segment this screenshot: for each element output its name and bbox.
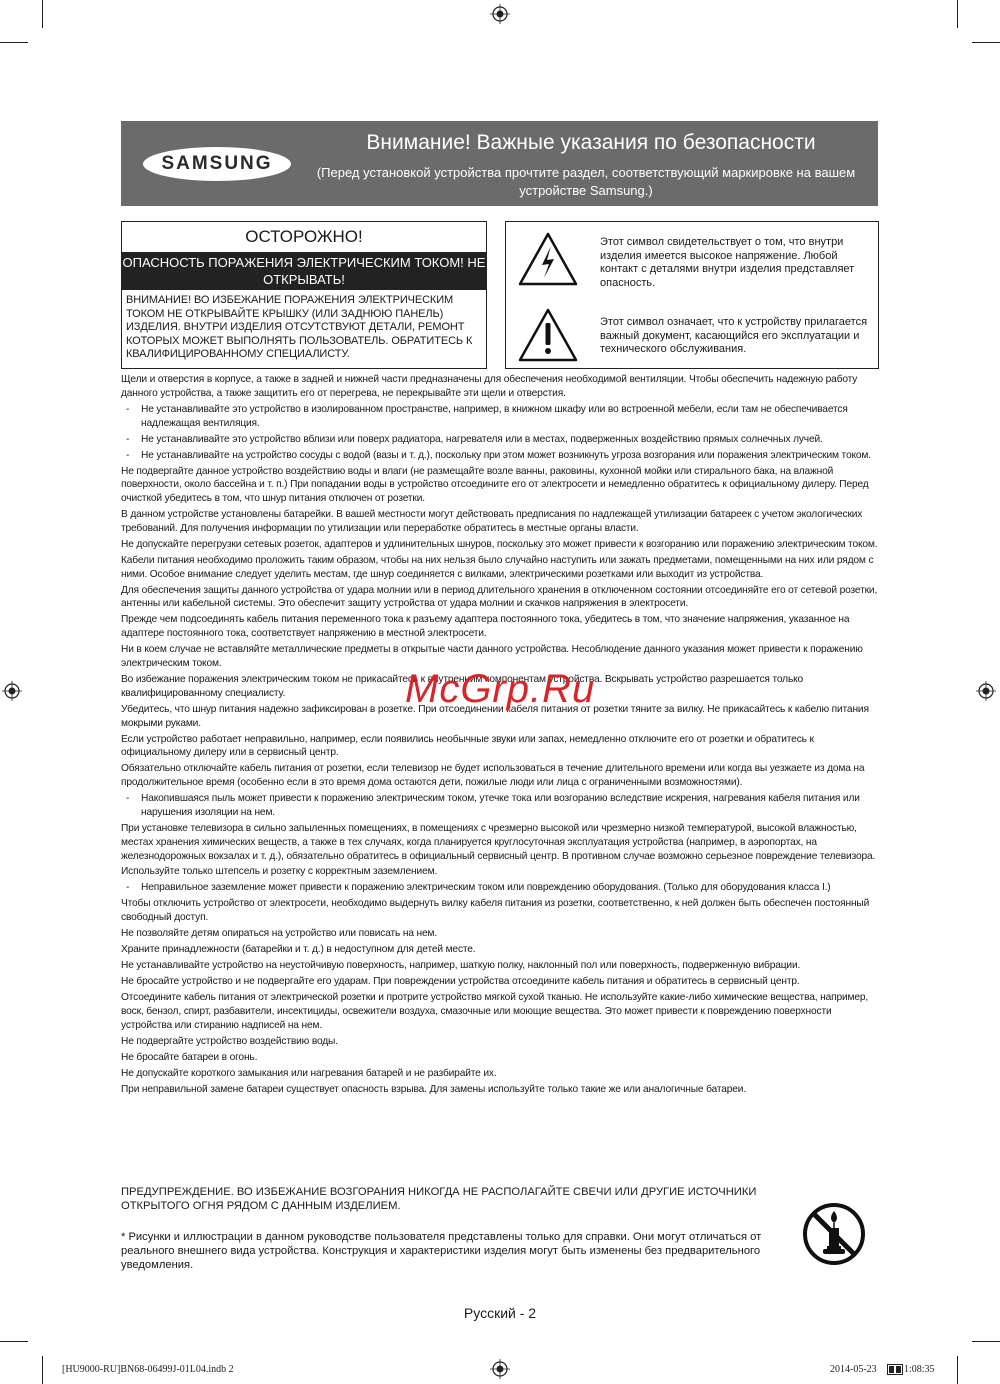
instruction-paragraph: При неправильной замене батареи существует опасность взрыва. Для замены используйте только такие же или аналогичные батареи. — [121, 1083, 746, 1095]
instruction-paragraph: Не допускайте перегрузки сетевых розеток, адаптеров и удлинительных шнуров, поскольку это может привести к возгоранию или поражению электрическим током. — [121, 538, 878, 550]
instruction-paragraph: Во избежание поражения электрическим током не прикасайтесь к внутренним компонентам устройства. Вскрывать устройство разрешается только квалифицированному специалисту. — [121, 674, 804, 699]
footer-time: 1:08:35 — [904, 1364, 935, 1375]
logo-text: SAMSUNG — [161, 153, 273, 174]
voltage-symbol-text: Этот символ свидетельствует о том, что внутри изделия имеется высокое напряжение. Любой контакт с деталями внутри изделия представляет опасность. — [600, 236, 855, 289]
illustration-note: * Рисунки и иллюстрации в данном руководстве пользователя представлены только для справки. Они могут отличаться от реального внешнего вида устройства. Конструкция и характеристики изделия могут быть изменены без предварительного уведомления. — [121, 1231, 762, 1271]
bullet-item: - Не устанавливайте это устройство вблизи или поверх радиатора, нагревателя или в местах, подверженных воздействию прямых солнечных лучей. — [121, 433, 881, 447]
registration-mark-icon — [490, 1359, 510, 1379]
safety-instructions — [121, 373, 881, 1099]
instruction-paragraph: Не позволяйте детям опираться на устройство или повисать на нем. — [121, 928, 438, 940]
crop-mark — [972, 1341, 1000, 1342]
instruction-paragraph: Не устанавливайте устройство на неустойчивую поверхность, например, шаткую полку, наклонный пол или поверхность, подверженную вибрации. — [121, 960, 801, 972]
instruction-paragraph: Не бросайте устройство и не подвергайте его ударам. При повреждении устройства отсоедините кабель питания и обратитесь в сервисный центр. — [121, 976, 800, 988]
instruction-paragraph: Прежде чем подсоединять кабель питания переменного тока к разъему адаптера постоянного тока, убедитесь в том, что значение напряжения, указанное на адаптере постоянного тока, соответствует напряжению в местной электросети. — [121, 614, 850, 640]
clock-icon — [887, 1364, 903, 1375]
lightning-triangle-icon — [518, 232, 578, 286]
instruction-paragraph: Для обеспечения защиты данного устройства от удара молнии или в период длительного хранения в отключенном состоянии отсоединяйте его от сетевой розетки, антенны или кабельной системы. Это обеспечит защиту устройства от удара молнии и скачков напряжения в электросети. — [121, 584, 878, 610]
instruction-paragraph: Не подвергайте данное устройство воздействию воды и влаги (не размещайте возле ванны, раковины, кухонной мойки или стирального бака, на влажной поверхности, около бассейна и т. п.) При попадании воды в устройство отсоедините его от электросети и немедленно обратитесь к официальному дилеру. Перед очисткой убедитесь в том, что шнур питания отключен от розетки. — [121, 465, 869, 505]
instruction-paragraph: Не допускайте короткого замыкания или нагревания батарей и не разбирайте их. — [121, 1067, 497, 1079]
exclamation-triangle-icon — [518, 308, 578, 362]
instruction-paragraph: Щели и отверстия в корпусе, а также в задней и нижней части предназначены для обеспечения необходимой вентиляции. Чтобы обеспечить надежную работу данного устройства, а также защитить его от перегрева, не перекрывайте эти щели и отверстия. — [121, 374, 858, 399]
instruction-paragraph: Используйте только штепсель и розетку с корректным заземлением. — [121, 866, 438, 878]
registration-mark-icon — [976, 681, 996, 701]
instruction-paragraph: Убедитесь, что шнур питания надежно зафиксирован в розетке. При отсоединении кабеля питания от розетки тяните за вилку. Не прикасайтесь к кабелю питания мокрыми руками. — [121, 703, 869, 729]
bullet-item: - Не устанавливайте на устройство сосуды с водой (вазы и т. д.), поскольку при этом может возникнуть угроза возгорания или поражения электрическим током. — [121, 449, 881, 463]
safety-header — [121, 121, 878, 206]
registration-mark-icon — [2, 681, 22, 701]
instruction-paragraph: В данном устройстве установлены батарейки. В вашей местности могут действовать предписания по надлежащей утилизации батареек с учетом экологических требований. Для получения информации по утилизации или переработке обратитесь в местные органы власти. — [121, 509, 863, 534]
samsung-logo — [143, 147, 291, 181]
page-title: Внимание! Важные указания по безопасности — [366, 131, 816, 154]
instruction-paragraph: Отсоедините кабель питания от электрической розетки и протрите устройство мягкой сухой тканью. Не используйте какие-либо химические вещества, например, воск, бензол, спирт, разбавители, инсектициды, освежители воздуха, смазочные или моющие вещества. Это может привести к повреждению поверхности устройства или стиранию надписей на нем. — [121, 992, 869, 1031]
caution-band: ОПАСНОСТЬ ПОРАЖЕНИЯ ЭЛЕКТРИЧЕСКИМ ТОКОМ! НЕ ОТКРЫВАТЬ! — [122, 252, 486, 290]
instruction-paragraph: Ни в коем случае не вставляйте металлические предметы в открытые части данного устройства. Несоблюдение данного указания может привести к поражению электрическим током. — [121, 644, 863, 670]
page-subtitle: (Перед установкой устройства прочтите раздел, соответствующий маркировке на вашем устройстве Samsung.) — [316, 165, 856, 198]
caution-text: ВНИМАНИЕ! ВО ИЗБЕЖАНИЕ ПОРАЖЕНИЯ ЭЛЕКТРИЧЕСКИМ ТОКОМ НЕ ОТКРЫВАЙТЕ КРЫШКУ (ИЛИ ЗАДНЮЮ ПАНЕЛЬ) ИЗДЕЛИЯ. ВНУТРИ ИЗДЕЛИЯ ОТСУТСТВУЮТ ДЕТАЛИ, РЕМОНТ КОТОРЫХ МОЖЕТ ВЫПОЛНЯТЬ ПОЛЬЗОВАТЕЛЬ. ОБРАТИТЕСЬ К КВАЛИФИЦИРОВАННОМУ СПЕЦИАЛИСТУ. — [126, 294, 473, 361]
caution-title: ОСТОРОЖНО! — [245, 227, 363, 246]
crop-mark — [957, 1356, 958, 1384]
bullet-item: - Накопившаяся пыль может привести к поражению электрическим током, утечке тока или возгоранию вследствие искрения, нагревания кабеля питания или нарушения изоляции на нем. — [121, 792, 881, 820]
instruction-paragraph: Кабели питания необходимо проложить таким образом, чтобы на них нельзя было случайно наступить или зажать предметами, помещенными на них или рядом с ними. Особое внимание следует уделить местам, где шнур соединяется с вилками, электрическими розетками или выходит из устройства. — [121, 554, 874, 580]
watermark: McGrp.Ru — [405, 667, 596, 711]
instruction-paragraph: Обязательно отключайте кабель питания от розетки, если телевизор не будет использоваться в течение длительного времени или когда вы уезжаете из дома на продолжительное время (особенно если в это время дома остаются дети, пожилые люди или лица с ограниченными возможностями). — [121, 763, 865, 789]
symbols-box — [505, 221, 879, 369]
no-candle-icon — [802, 1202, 866, 1266]
caution-box — [121, 221, 487, 369]
crop-mark — [957, 0, 958, 28]
crop-mark — [972, 42, 1000, 43]
crop-mark — [42, 1356, 43, 1384]
registration-mark-icon — [490, 4, 510, 24]
instruction-paragraph: Чтобы отключить устройство от электросети, необходимо выдернуть вилку кабеля питания из розетки, соответственно, к ней должен быть обеспечен постоянный свободный доступ. — [121, 898, 870, 924]
bullet-item: - Неправильное заземление может привести к поражению электрическим током или повреждению оборудования. (Только для оборудования класса I.) — [121, 881, 881, 895]
instruction-paragraph: Не подвергайте устройство воздействию воды. — [121, 1035, 338, 1047]
instruction-paragraph: Если устройство работает неправильно, например, если появились необычные звуки или запах, немедленно отключите его от розетки и обратитесь к официальному дилеру или в сервисный центр. — [121, 733, 814, 759]
page-number: Русский - 2 — [463, 1305, 537, 1321]
candle-warning: ПРЕДУПРЕЖДЕНИЕ. ВО ИЗБЕЖАНИЕ ВОЗГОРАНИЯ НИКОГДА НЕ РАСПОЛАГАЙТЕ СВЕЧИ ИЛИ ДРУГИЕ ИСТОЧНИКИ ОТКРЫТОГО ОГНЯ РЯДОМ С ДАННЫМ ИЗДЕЛИЕМ. — [121, 1186, 757, 1212]
attention-symbol-text: Этот символ означает, что к устройству прилагается важный документ, касающийся его эксплуатации и технического обслуживания. — [600, 316, 868, 356]
crop-mark — [42, 0, 43, 28]
footer-file: [HU9000-RU]BN68-06499J-01L04.indb 2 — [62, 1364, 234, 1375]
instruction-paragraph: Не бросайте батареи в огонь. — [121, 1051, 258, 1063]
crop-mark — [0, 1341, 28, 1342]
crop-mark — [0, 42, 28, 43]
instruction-paragraph: Храните принадлежности (батарейки и т. д.) в недоступном для детей месте. — [121, 944, 476, 956]
footer-date: 2014-05-23 — [830, 1364, 877, 1375]
bullet-item: - Не устанавливайте это устройство в изолированном пространстве, например, в книжном шкафу или во встроенной мебели, если там не обеспечивается надлежащая вентиляция. — [121, 403, 881, 431]
instruction-paragraph: При установке телевизора в сильно запыленных помещениях, в помещениях с чрезмерно высокой или чрезмерно низкой температурой, высокой влажностью, местах хранения химических веществ, а также в тех случаях, когда планируется круглосуточная эксплуатация устройства (например, в аэропортах, на железнодорожных вокзалах и т. д.), обязательно обратитесь в официальный сервисный центр. В противном случае возможно серьезное повреждение телевизора. — [121, 822, 876, 862]
